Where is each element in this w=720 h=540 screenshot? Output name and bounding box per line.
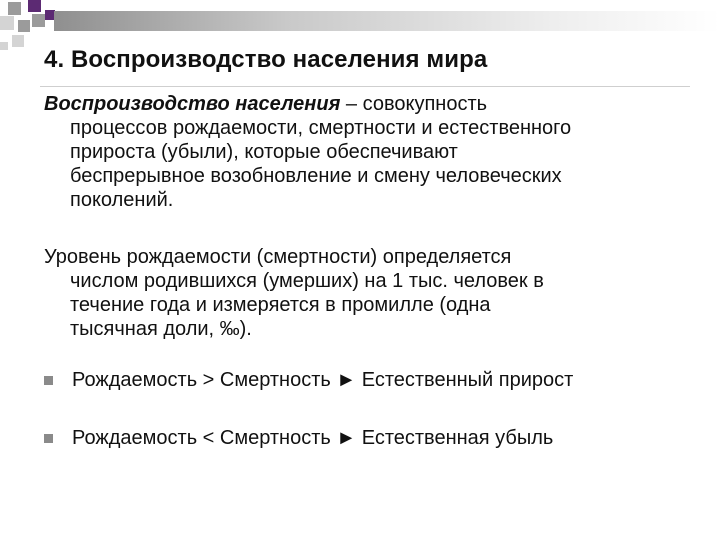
decor-square-gray-3 [18, 20, 30, 32]
rate-paragraph [44, 245, 704, 341]
decor-square-gray-1 [8, 2, 21, 15]
rate-line-4: тысячная доли, ‰). [70, 318, 252, 340]
bullet-square-icon [44, 434, 53, 443]
definition-term: Воспроизводство населения [44, 93, 341, 115]
bullet-text: Рождаемость < Смертность ► Естественная убыль [72, 427, 554, 449]
title-divider [40, 86, 690, 87]
rate-line-1: Уровень рождаемости (смертности) определяется [44, 246, 512, 268]
decor-square-light-1 [0, 16, 14, 30]
decor-square-purple-1 [28, 0, 41, 12]
definition-line-3: прироста (убыли), которые обеспечивают [70, 141, 458, 163]
definition-line-1 [44, 92, 704, 116]
bullet-square-icon [44, 376, 53, 385]
bullet-item-growth [44, 367, 704, 393]
decor-square-light-2 [12, 35, 24, 47]
bullet-text: Рождаемость > Смертность ► Естественный прирост [72, 369, 574, 391]
decor-square-light-3 [0, 42, 8, 50]
rate-line-2: числом родившихся (умерших) на 1 тыс. человек в [70, 270, 544, 292]
definition-paragraph [44, 92, 704, 212]
definition-line-1-rest: – совокупность [340, 93, 488, 115]
bullet-item-decline [44, 425, 704, 451]
definition-line-2: процессов рождаемости, смертности и естественного [70, 117, 572, 139]
header-gradient-bar [54, 11, 720, 31]
definition-line-4: беспрерывное возобновление и смену человеческих [70, 165, 562, 187]
definition-line-5: поколений. [70, 189, 174, 211]
rate-line-3: течение года и измеряется в промилле (одна [70, 294, 491, 316]
slide-title: 4. Воспроизводство населения мира [44, 46, 488, 73]
decor-square-gray-2 [32, 14, 45, 27]
